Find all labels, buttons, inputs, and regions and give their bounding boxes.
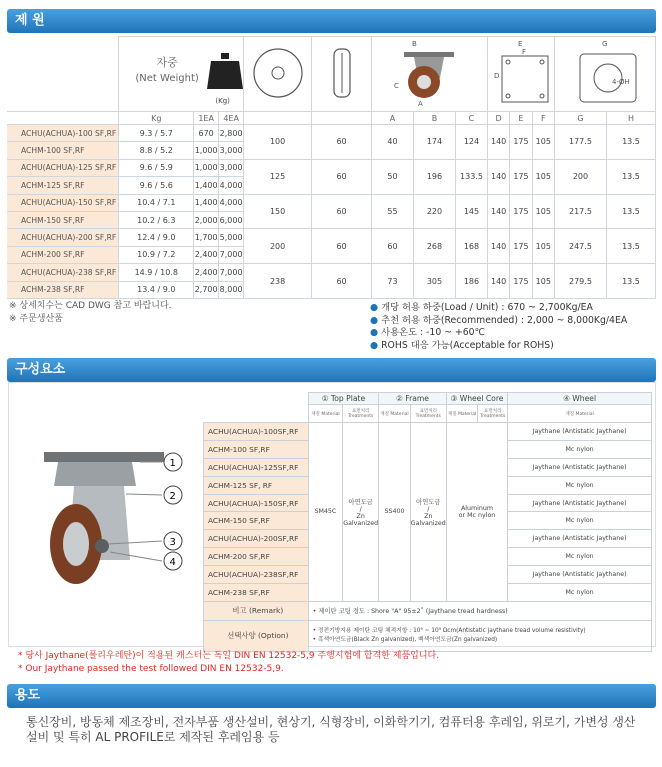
weight-cell: 10.9 / 7.2 [119, 246, 194, 263]
dim-g-cell: 177.5 [554, 125, 606, 160]
unit-kg: Kg [119, 112, 194, 125]
spec-row [7, 125, 656, 142]
load-1ea-cell: 2,700 [194, 281, 219, 298]
components-table [203, 392, 652, 652]
load-1ea-cell: 670 [194, 125, 219, 142]
blank-cell [244, 112, 312, 125]
load-4ea-cell: 2,800 [219, 125, 244, 142]
section-title: 제 원 [15, 13, 45, 28]
model-cell: ACHM-238 SF,RF [7, 281, 119, 298]
dim-c-cell: 186 [455, 264, 487, 299]
callout-1 [164, 453, 182, 471]
model-cell: ACHU(ACHUA)-238 SF,RF [7, 264, 119, 281]
sub-treatment: 표면처리 Treatments [343, 405, 379, 423]
load-1ea-cell: 1,000 [194, 142, 219, 159]
dim-d-cell: 140 [487, 194, 509, 229]
load-4ea-cell: 3,000 [219, 142, 244, 159]
wheel-material-cell: Mc nylon [508, 512, 652, 530]
spec-header-row [7, 112, 656, 125]
model-cell: ACHU(ACHUA)-200SF,RF [204, 530, 309, 548]
sub-material: 재질 Material [308, 405, 343, 423]
blank-cell [7, 112, 119, 125]
load-4ea-cell: 4,000 [219, 194, 244, 211]
callout-2 [164, 486, 182, 504]
dim-g-cell: 247.5 [554, 229, 606, 264]
plate-drawing-cell [487, 37, 554, 112]
frame-treatment-cell [410, 423, 446, 602]
model-cell: ACHU(ACHUA)-100 SF,RF [7, 125, 119, 142]
col-b: B [414, 112, 456, 125]
weight-subtitle: (Net Weight) [135, 73, 199, 84]
note-temp-item: ● 사용온도 : -10 ~ +60℃ [370, 327, 486, 339]
dim-e-cell: 175 [510, 159, 532, 194]
dim-b-cell: 305 [414, 264, 456, 299]
load-4ea-cell: 7,000 [219, 246, 244, 263]
wheel-width-cell: 60 [312, 194, 372, 229]
col-f: F [532, 112, 554, 125]
merged-text-line: Zn [356, 512, 365, 520]
merged-text-line: 아연도금 [348, 498, 373, 506]
wheel-material-cell: Jaythane (Antistatic Jaythane) [508, 423, 652, 441]
wheel-width-cell: 60 [312, 264, 372, 299]
weight-cell: 10.2 / 6.3 [119, 211, 194, 228]
dim-h-cell: 13.5 [606, 159, 655, 194]
wheel-diameter-cell: 200 [244, 229, 312, 264]
plate-material-cell: SM45C [308, 423, 343, 602]
dim-b-cell: 174 [414, 125, 456, 160]
weight-cell: 10.4 / 7.1 [119, 194, 194, 211]
model-cell: ACHU(ACHUA)-150SF,RF [204, 494, 309, 512]
svg-text:3: 3 [169, 537, 176, 548]
callout-4 [164, 552, 182, 570]
merged-text-line: Aluminum [460, 504, 493, 512]
wheel-width-cell: 60 [312, 125, 372, 160]
merged-text-line: Galvanized [343, 519, 379, 527]
load-1ea-cell: 1,400 [194, 177, 219, 194]
dim-c-cell: 124 [455, 125, 487, 160]
components-row [204, 423, 652, 441]
option-text [308, 620, 651, 651]
col-4ea: 4EA [219, 112, 244, 125]
dim-f-cell: 105 [532, 125, 554, 160]
dim-c-cell: 168 [455, 229, 487, 264]
col-1ea: 1EA [194, 112, 219, 125]
note-recommended: 추천 허용 하중(Recommended) : 2,000 ~ 8,000Kg/4EA [381, 314, 628, 326]
part-wheel-core: ③ Wheel Core [446, 393, 507, 405]
wheel-diameter-cell: 125 [244, 159, 312, 194]
dim-d-cell: 140 [487, 229, 509, 264]
dim-label-a: A [418, 100, 424, 108]
dim-label-d: D [493, 72, 500, 80]
remark-label: 비고 (Remark) [204, 601, 309, 620]
dim-label-hole: 4-ØH [611, 78, 630, 86]
red-notes [18, 650, 439, 675]
dim-g-cell: 217.5 [554, 194, 606, 229]
weight-header [119, 37, 244, 112]
model-cell: ACHU(ACHUA)-238SF,RF [204, 566, 309, 584]
option-antistatic: • 정전기방지용 제이탄 코팅 체적저항 : 10⁹ ~ 10⁹ Ωcm(Antistatic jaythane tread volume resistivity) [312, 627, 586, 634]
weight-cell: 14.9 / 10.8 [119, 264, 194, 281]
merged-text-line: 아연도금 [416, 498, 441, 506]
dim-e-cell: 175 [510, 229, 532, 264]
dim-a-cell: 60 [372, 229, 414, 264]
model-cell: ACHU(ACHUA)-125SF,RF [204, 458, 309, 476]
merged-text-line: Zn [424, 512, 433, 520]
note-load: 개당 허용 하중(Load / Unit) : 670 ~ 2,700Kg/EA [381, 302, 593, 313]
weight-cell: 12.4 / 9.0 [119, 229, 194, 246]
section-header-components [7, 358, 656, 382]
dim-label-g: G [601, 40, 608, 48]
remark-text: • 제이탄 코팅 경도 : Shore "A" 95±2˚ (Jaythane tread hardness) [308, 601, 651, 620]
load-4ea-cell: 7,000 [219, 264, 244, 281]
merged-text-line: or Mc nylon [458, 511, 496, 519]
weight-icon [205, 51, 245, 91]
load-4ea-cell: 3,000 [219, 159, 244, 176]
wheel-material-cell: Mc nylon [508, 440, 652, 458]
dim-d-cell: 140 [487, 159, 509, 194]
wheel-material-cell: Mc nylon [508, 548, 652, 566]
svg-text:2: 2 [169, 491, 176, 502]
blank-cell [204, 405, 309, 423]
wheel-diameter-cell: 150 [244, 194, 312, 229]
col-c: C [455, 112, 487, 125]
model-cell: ACHU(ACHUA)-125 SF,RF [7, 159, 119, 176]
load-4ea-cell: 4,000 [219, 177, 244, 194]
load-1ea-cell: 1,000 [194, 159, 219, 176]
caster-illustration [14, 440, 196, 590]
spec-table [7, 36, 656, 299]
section-title: 구성요소 [15, 362, 66, 377]
model-cell: ACHU(ACHUA)-150 SF,RF [7, 194, 119, 211]
components-subheader-row [204, 405, 652, 423]
din-note-en: * Our Jaythane passed the test followed DIN EN 12532-5,9. [18, 663, 284, 674]
model-cell: ACHM-150 SF,RF [7, 211, 119, 228]
load-4ea-cell: 8,000 [219, 281, 244, 298]
weight-title: 자중 [156, 56, 178, 69]
core-material-cell [446, 423, 507, 602]
usage-text: 통신장비, 방동체 제조장비, 전자부품 생산설비, 현상기, 식형장비, 이화학기기, 컴퓨터용 후레임, 위로기, 가변성 생산설비 및 특히 AL PROFILE로 제작된 후레임용 등 [26, 715, 636, 744]
wheel-diameter-cell: 238 [244, 264, 312, 299]
model-cell: ACHU(ACHUA)-100SF,RF [204, 423, 309, 441]
svg-text:4: 4 [169, 557, 176, 568]
wheel-front-drawing-cell [244, 37, 312, 112]
col-h: H [606, 112, 655, 125]
svg-text:1: 1 [169, 458, 176, 469]
callout-3 [164, 532, 182, 550]
notes-left [9, 300, 172, 326]
note-order: ※ 주문생산품 [9, 314, 63, 324]
weight-cell: 9.3 / 5.7 [119, 125, 194, 142]
col-a: A [372, 112, 414, 125]
note-rohs-item: ● ROHS 대응 가능(Acceptable for ROHS) [370, 339, 554, 351]
dim-e-cell: 175 [510, 194, 532, 229]
dim-g-cell: 200 [554, 159, 606, 194]
plate-top-drawing-cell [554, 37, 655, 112]
dim-f-cell: 105 [532, 194, 554, 229]
components-body [204, 423, 652, 602]
model-cell: ACHM-200 SF,RF [204, 548, 309, 566]
dim-d-cell: 140 [487, 125, 509, 160]
load-4ea-cell: 6,000 [219, 211, 244, 228]
dim-d-cell: 140 [487, 264, 509, 299]
load-1ea-cell: 2,400 [194, 246, 219, 263]
wheel-side-icon [322, 43, 362, 103]
dim-h-cell: 13.5 [606, 194, 655, 229]
notes-right [370, 302, 627, 352]
wheel-material-cell: Jaythane (Antistatic Jaythane) [508, 494, 652, 512]
weight-cell: 9.6 / 5.6 [119, 177, 194, 194]
sub-treatment: 표면처리 Treatments [410, 405, 446, 423]
wheel-material-cell: Jaythane (Antistatic Jaythane) [508, 458, 652, 476]
wheel-side-drawing-cell [312, 37, 372, 112]
wheel-material-cell: Mc nylon [508, 476, 652, 494]
wheel-material-cell: Jaythane (Antistatic Jaythane) [508, 566, 652, 584]
remark-row [204, 601, 652, 620]
dim-f-cell: 105 [532, 264, 554, 299]
dim-g-cell: 279.5 [554, 264, 606, 299]
load-1ea-cell: 2,400 [194, 264, 219, 281]
part-frame: ② Frame [379, 393, 447, 405]
spec-row [7, 264, 656, 281]
merged-text-line: Galvanized [410, 519, 446, 527]
col-d: D [487, 112, 509, 125]
dim-label-c: C [394, 82, 400, 90]
dim-a-cell: 50 [372, 159, 414, 194]
blank-cell [204, 393, 309, 405]
wheel-diameter-cell: 100 [244, 125, 312, 160]
components-header-row [204, 393, 652, 405]
wheel-front-icon [248, 43, 308, 103]
din-note-ko: * 당사 Jaythane(폴리우레탄)이 적용된 캐스터는 독일 DIN EN 12532-5,9 주행시험에 합격한 제품입니다. [18, 651, 440, 661]
model-cell: ACHM-125 SF,RF [7, 177, 119, 194]
dim-h-cell: 13.5 [606, 264, 655, 299]
model-cell: ACHM-100 SF,RF [204, 440, 309, 458]
load-1ea-cell: 1,400 [194, 194, 219, 211]
weight-cell: 8.8 / 5.2 [119, 142, 194, 159]
option-label: 선택사양 (Option) [204, 620, 309, 651]
spec-row [7, 159, 656, 176]
dim-b-cell: 220 [414, 194, 456, 229]
dim-a-cell: 55 [372, 194, 414, 229]
merged-text-line: / [427, 505, 430, 513]
plate-treatment-cell [343, 423, 379, 602]
sub-material: 재질 Material [379, 405, 411, 423]
dim-h-cell: 13.5 [606, 229, 655, 264]
part-wheel: ④ Wheel [508, 393, 652, 405]
model-cell: ACHM-200 SF,RF [7, 246, 119, 263]
weight-cell: 13.4 / 9.0 [119, 281, 194, 298]
caster-side-drawing-cell [372, 37, 488, 112]
caster-side-icon [374, 38, 484, 108]
load-1ea-cell: 2,000 [194, 211, 219, 228]
dim-a-cell: 40 [372, 125, 414, 160]
note-rohs: ROHS 대응 가능(Acceptable for ROHS) [381, 339, 554, 351]
dim-c-cell: 145 [455, 194, 487, 229]
wheel-material-cell: Jaythane (Antistatic Jaythane) [508, 530, 652, 548]
dim-f-cell: 105 [532, 229, 554, 264]
model-cell: ACHM-125 SF, RF [204, 476, 309, 494]
model-cell: ACHM-100 SF,RF [7, 142, 119, 159]
dim-b-cell: 268 [414, 229, 456, 264]
dim-h-cell: 13.5 [606, 125, 655, 160]
note-temp: 사용온도 : -10 ~ +60℃ [381, 327, 486, 339]
section-title: 용도 [15, 688, 41, 703]
sub-treatment: 표면처리 Treatments [478, 405, 508, 423]
sub-material: 재질 Material [508, 405, 652, 423]
note-cad: ※ 상세치수는 CAD DWG 참고 바랍니다. [9, 301, 172, 311]
model-cell: ACHM-150 SF,RF [204, 512, 309, 530]
section-header-spec [7, 9, 656, 33]
sub-material: 재질 Material [446, 405, 478, 423]
dim-b-cell: 196 [414, 159, 456, 194]
model-cell: ACHM-238 SF,RF [204, 584, 309, 602]
spec-body [7, 125, 656, 299]
load-4ea-cell: 5,000 [219, 229, 244, 246]
merged-text-line: / [359, 505, 362, 513]
wheel-material-cell: Mc nylon [508, 584, 652, 602]
part-top-plate: ① Top Plate [308, 393, 379, 405]
blank-cell [312, 112, 372, 125]
spec-row [7, 194, 656, 211]
section-header-usage [7, 684, 656, 708]
col-g: G [554, 112, 606, 125]
spec-row [7, 229, 656, 246]
plate-top-icon [560, 38, 650, 108]
load-1ea-cell: 1,700 [194, 229, 219, 246]
option-galvanized: • 흑색아연도금(Black Zn galvanized), 백색아연도금(Zn galvanized) [312, 636, 498, 643]
dim-e-cell: 175 [510, 125, 532, 160]
dim-c-cell: 133.5 [455, 159, 487, 194]
dim-f-cell: 105 [532, 159, 554, 194]
frame-material-cell: SS400 [379, 423, 411, 602]
wheel-width-cell: 60 [312, 159, 372, 194]
model-cell: ACHU(ACHUA)-200 SF,RF [7, 229, 119, 246]
option-row [204, 620, 652, 651]
dim-label-e: E [517, 40, 523, 48]
dim-label-f: F [521, 48, 526, 56]
dim-label-b: B [412, 40, 418, 48]
note-load-item: ● 개당 허용 하중(Load / Unit) : 670 ~ 2,700Kg/EA [370, 302, 593, 313]
note-recommended-item: ● 추천 허용 하중(Recommended) : 2,000 ~ 8,000Kg/4EA [370, 314, 628, 326]
plate-front-icon [488, 38, 554, 108]
wheel-width-cell: 60 [312, 229, 372, 264]
col-e: E [510, 112, 532, 125]
dim-a-cell: 73 [372, 264, 414, 299]
dim-e-cell: 175 [510, 264, 532, 299]
weight-cell: 9.6 / 5.9 [119, 159, 194, 176]
blank-cell [7, 37, 119, 112]
kg-label: (Kg) [215, 97, 230, 105]
